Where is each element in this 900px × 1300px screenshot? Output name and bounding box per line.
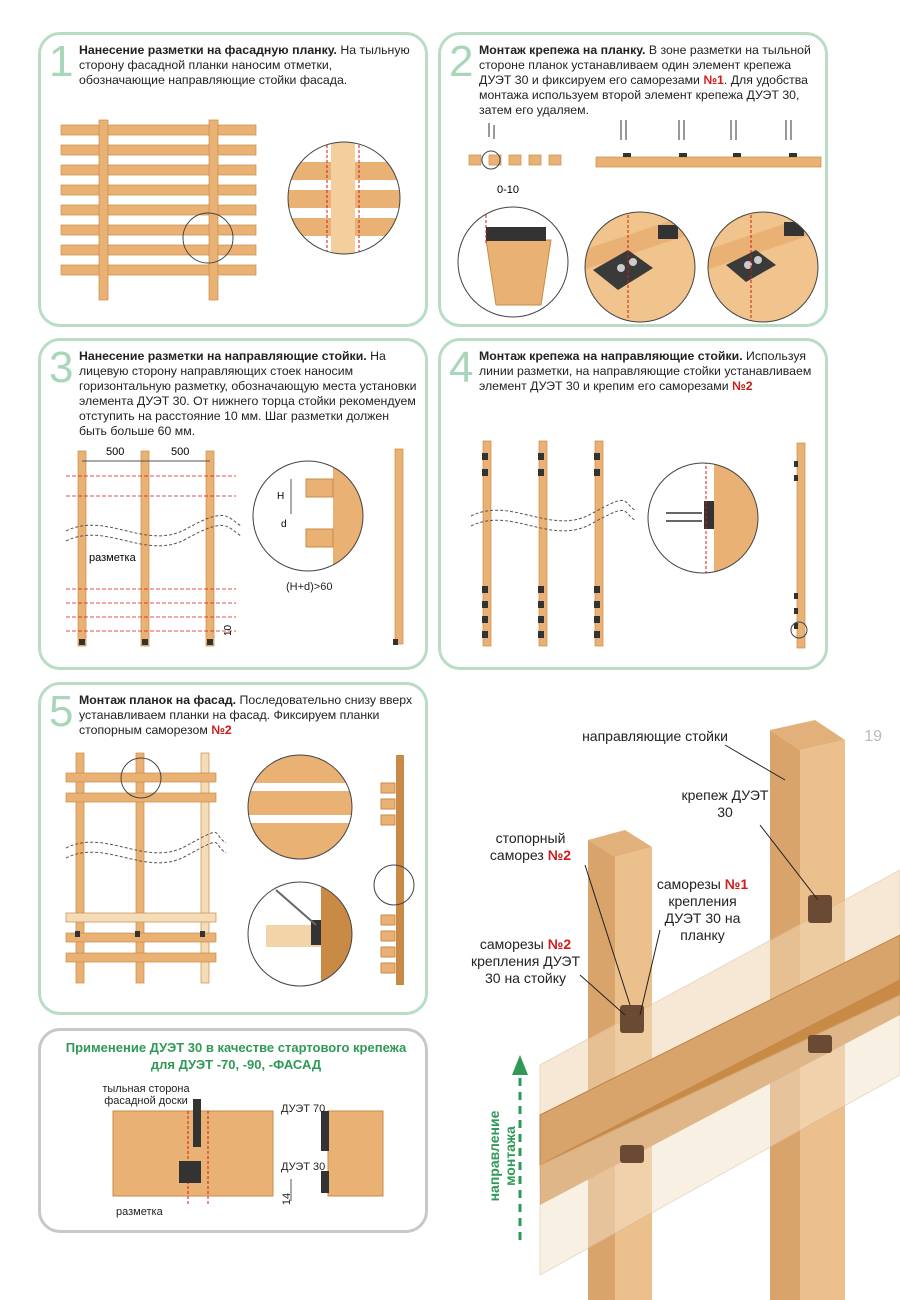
step-3-text: Нанесение разметки на направляющие стойки. На лицевую сторону направляющих стоек наносим горизонтальную разметку, обозначающую места установки элемента ДУЭТ 30. От нижнего торца стойки рекомендуем отступить на расстояние 10 мм. Шаг разметки должен быть больше 60 мм.: [79, 349, 417, 438]
step-4-panel: [438, 338, 828, 670]
posts-with-fasteners-illustration: [471, 441, 641, 651]
step-5-panel: [38, 682, 428, 1015]
marking-label: разметка: [116, 1206, 163, 1218]
dim-500-a: 500: [106, 446, 125, 458]
install-direction-label: направление монтажа: [486, 1110, 518, 1202]
duet70-label: ДУЭТ 70: [281, 1103, 326, 1115]
planks-detail-circle: [246, 753, 356, 863]
post-side-view: [391, 449, 411, 649]
fastener-on-post-detail-circle: [646, 461, 761, 576]
back-side-label: тыльная сторона фасадной доски: [102, 1083, 190, 1107]
fastener-detail-circle-a: [583, 210, 698, 325]
stop-screw-detail-circle: [246, 880, 356, 990]
dim-10: 10: [223, 624, 234, 636]
step-number: 2: [449, 37, 474, 86]
facade-side-view: [376, 755, 416, 990]
label-stop-screw: стопорный саморез №2: [489, 830, 572, 863]
label-screws-1: саморезы №1 крепления ДУЭТ 30 на планку: [656, 876, 749, 943]
step-1-text: Нанесение разметки на фасадную планку. На тыльную сторону фасадной планки наносим отметки, обозначающие направляющие стойки фасада.: [79, 43, 410, 87]
facade-assembly-illustration: [66, 753, 226, 988]
step-2-text: Монтаж крепежа на планку. В зоне разметки на тыльной стороне планок устанавливаем один элемент крепежа ДУЭТ 30 и фиксируем его саморезами №1. Для удобства монтажа используем второй элемент крепежа ДУЭТ 30, затем его удаляем.: [479, 43, 811, 117]
label-d: d: [281, 519, 287, 530]
spacing-formula: (H+d)>60: [286, 581, 333, 593]
duet30-label: ДУЭТ 30: [281, 1161, 326, 1173]
start-fastener-title: Применение ДУЭТ 30 в качестве стартового крепежа для ДУЭТ -70, -90, -ФАСАД: [65, 1040, 407, 1072]
page-number: 19: [864, 728, 882, 745]
marking-label: разметка: [89, 552, 136, 564]
label-guide-posts: направляющие стойки: [582, 728, 728, 744]
step-4-text: Монтаж крепежа на направляющие стойки. Используя линии разметки, на направляющие стойки устанавливаем элемент ДУЭТ 30 и крепим его саморезами №2: [479, 349, 812, 393]
fastener-detail-circle-b: [706, 210, 821, 325]
gap-detail-circle: [456, 205, 571, 320]
post-side-view-fasteners: [791, 443, 816, 653]
step-title: Нанесение разметки на фасадную планку.: [79, 43, 337, 57]
dim-500-b: 500: [171, 446, 190, 458]
step-2-panel: [438, 32, 828, 327]
step-1-panel: [38, 32, 428, 327]
step-number: 5: [49, 687, 74, 736]
step-number: 4: [449, 343, 474, 392]
step-5-text: Монтаж планок на фасад. Последовательно снизу вверх устанавливаем планки на фасад. Фиксируем планки стопорным саморезом №2: [79, 693, 413, 737]
label-screws-2: саморезы №2 крепления ДУЭТ 30 на стойку: [470, 936, 581, 986]
step-number: 3: [49, 343, 74, 392]
label-H: H: [277, 491, 285, 502]
posts-marking-illustration: [66, 441, 256, 656]
start-fastener-illustration: [113, 1111, 393, 1221]
dim-14: 14: [281, 1192, 294, 1206]
step-3-panel: [38, 338, 428, 670]
start-fastener-panel: [38, 1028, 428, 1233]
label-fastener-duet30: крепеж ДУЭТ 30: [681, 787, 769, 820]
step-number: 1: [49, 37, 74, 86]
spacing-detail-circle: [251, 459, 366, 574]
gap-dimension: 0-10: [497, 184, 520, 196]
planks-grid-illustration: [61, 120, 261, 305]
marking-detail-circle: [286, 140, 406, 260]
